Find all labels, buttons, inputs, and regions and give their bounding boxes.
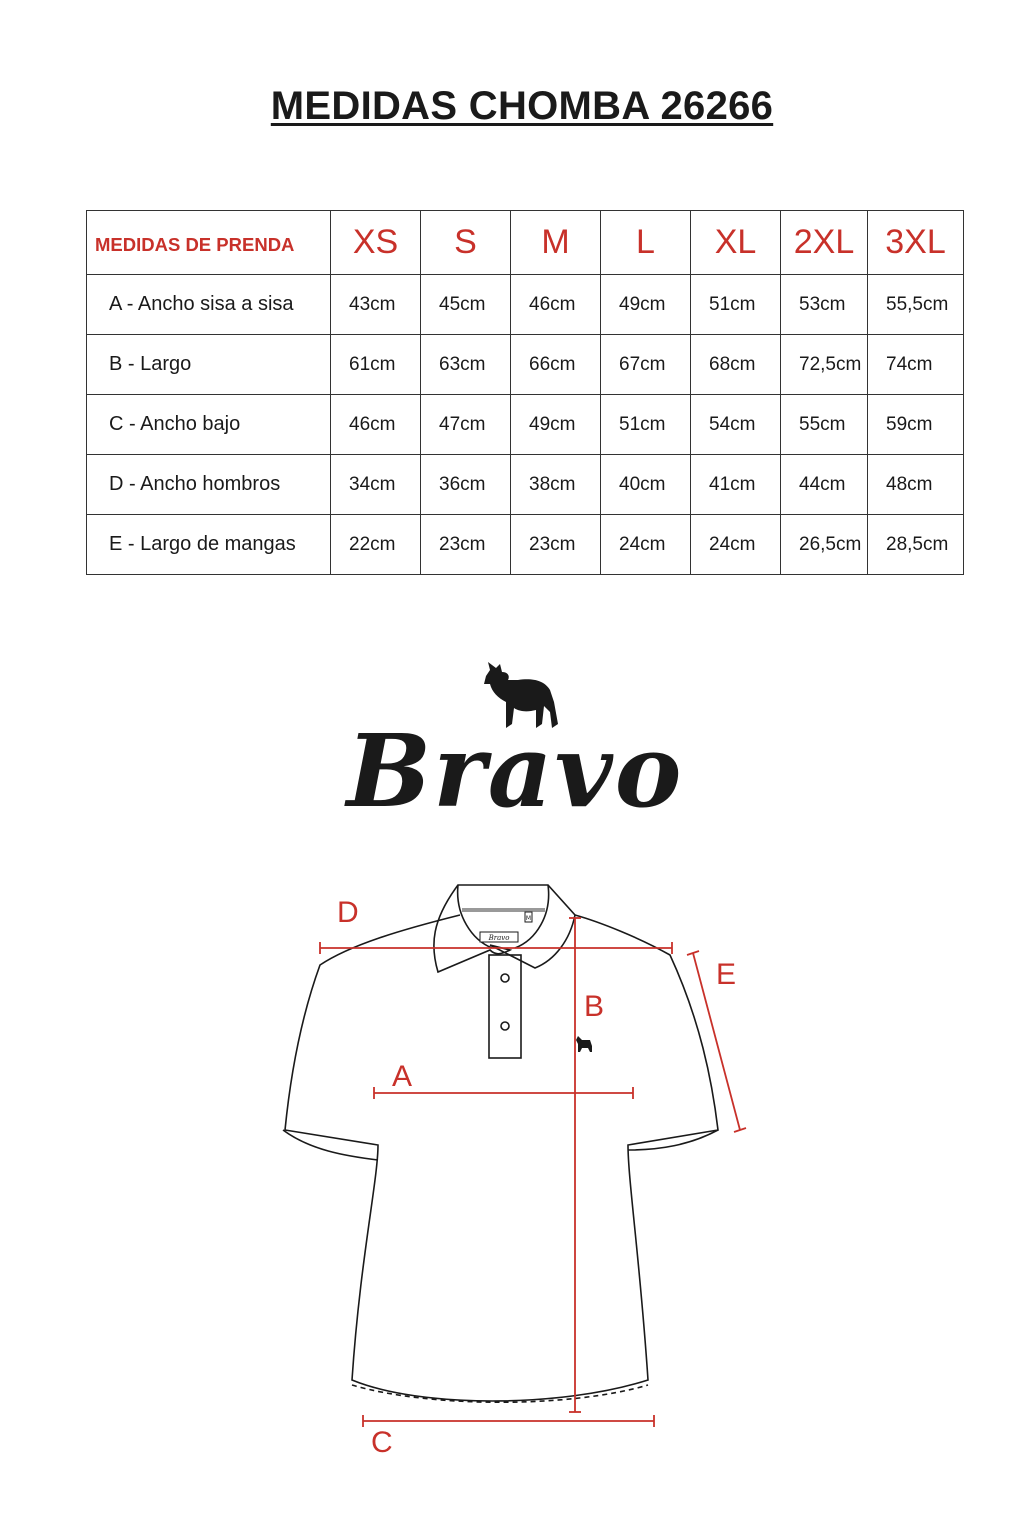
measure-value: 36cm [421,455,511,515]
measure-value: 47cm [421,395,511,455]
measure-value: 43cm [331,275,421,335]
measure-value: 34cm [331,455,421,515]
neck-tag-text: Bravo [488,934,510,942]
measure-value: 67cm [601,335,691,395]
label-a: A [392,1060,413,1093]
measure-value: 63cm [421,335,511,395]
measure-value: 22cm [331,515,421,575]
size-header: XS [331,211,421,275]
measure-value: 44cm [781,455,868,515]
size-header: 2XL [781,211,868,275]
page-title: MEDIDAS CHOMBA 26266 [270,84,774,128]
label-e: E [716,958,737,991]
measure-value: 55cm [781,395,868,455]
size-header: XL [691,211,781,275]
measure-label: B - Largo [87,335,331,395]
measure-value: 54cm [691,395,781,455]
measure-value: 72,5cm [781,335,868,395]
size-chart-table [86,210,964,575]
brand-logo [340,662,690,832]
measure-value: 55,5cm [868,275,964,335]
measure-value: 23cm [511,515,601,575]
measure-value: 46cm [511,275,601,335]
measure-value: 24cm [601,515,691,575]
label-b: B [584,990,605,1023]
measure-value: 53cm [781,275,868,335]
measure-value: 41cm [691,455,781,515]
table-header-row [87,211,964,275]
table-corner-label: MEDIDAS DE PRENDA [87,211,331,275]
measure-value: 46cm [331,395,421,455]
table-row [87,395,964,455]
size-header: M [511,211,601,275]
garment-diagram [0,860,1024,1465]
table-row [87,335,964,395]
size-header: S [421,211,511,275]
chest-dog-icon [576,1036,592,1052]
measure-label: C - Ancho bajo [87,395,331,455]
measure-value: 38cm [511,455,601,515]
measure-value: 59cm [868,395,964,455]
measure-value: 23cm [421,515,511,575]
measure-value: 45cm [421,275,511,335]
measure-value: 26,5cm [781,515,868,575]
label-d: D [337,896,359,929]
size-tag-text: M [525,915,532,922]
brand-name: Bravo [346,712,684,830]
label-c: C [371,1426,393,1459]
measure-value: 49cm [601,275,691,335]
table-row [87,515,964,575]
measure-label: D - Ancho hombros [87,455,331,515]
measure-value: 51cm [601,395,691,455]
measure-value: 61cm [331,335,421,395]
measure-value: 74cm [868,335,964,395]
measure-label: A - Ancho sisa a sisa [87,275,331,335]
size-header: 3XL [868,211,964,275]
polo-shirt-icon [0,860,1024,1460]
measure-value: 51cm [691,275,781,335]
measure-value: 24cm [691,515,781,575]
size-header: L [601,211,691,275]
measure-value: 68cm [691,335,781,395]
measure-label: E - Largo de mangas [87,515,331,575]
measure-value: 28,5cm [868,515,964,575]
measure-value: 66cm [511,335,601,395]
measure-value: 48cm [868,455,964,515]
measure-value: 40cm [601,455,691,515]
table-row [87,455,964,515]
measure-value: 49cm [511,395,601,455]
table-row [87,275,964,335]
